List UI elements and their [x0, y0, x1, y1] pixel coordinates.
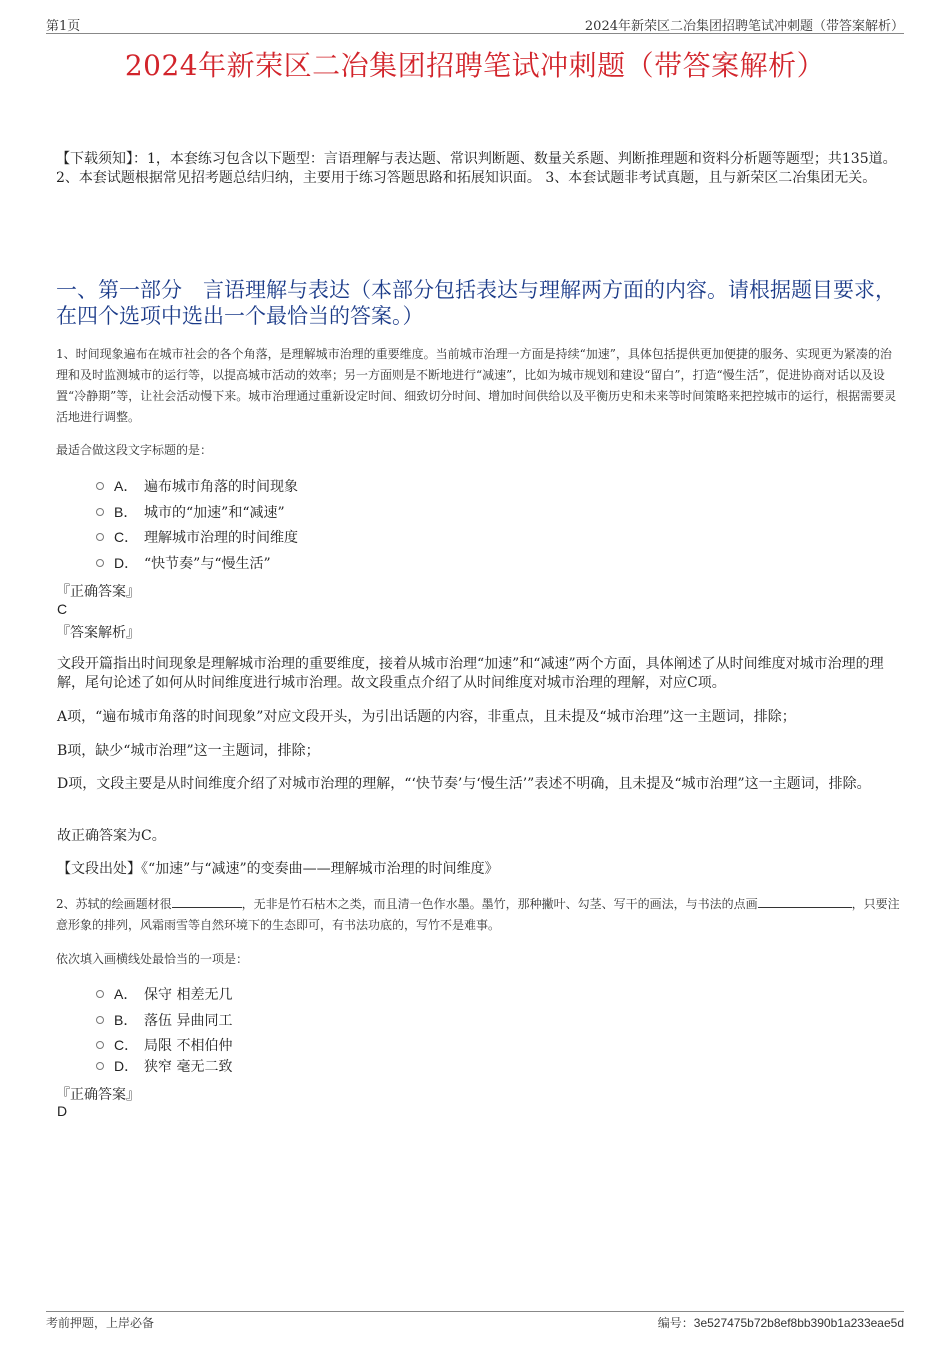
option-text: “快节奏”与“慢生活”	[144, 556, 271, 572]
footer-serial	[658, 1314, 904, 1331]
serial-number: 3e527475b72b8ef8bb390b1a233eae5d	[693, 1316, 904, 1330]
option-letter: A．	[114, 986, 138, 1002]
question-1-option-d[interactable]	[96, 553, 271, 573]
analysis-paragraph: 文段开篇指出时间现象是理解城市治理的重要维度，接着从城市治理“加速”和“减速”两个方面，具体阐述了从时间维度对城市治理的理解，尾句论述了如何从时间维度进行城市治理。故文段重点介绍了从时间维度对城市治理的理解，对应C项。	[57, 656, 884, 691]
question-2-text-part: ，只要注意形象的排列，风霜雨雪等自然环境下的生态即可，有书法功底的，写竹不是难事。	[56, 897, 900, 932]
question-1-answer: C	[57, 601, 68, 617]
question-2-text-part: 2、苏轼的绘画题材很	[56, 897, 172, 911]
radio-icon[interactable]	[96, 990, 104, 998]
radio-icon[interactable]	[96, 1062, 104, 1070]
question-1-option-c[interactable]	[96, 527, 298, 547]
question-2-option-c[interactable]	[96, 1035, 232, 1055]
option-letter: D．	[114, 1058, 139, 1074]
page-number: 第1页	[46, 19, 81, 34]
option-letter: C．	[114, 529, 139, 545]
page-title: 2024年新荣区二冶集团招聘笔试冲刺题（带答案解析）	[124, 49, 826, 82]
option-text: 城市的“加速”和“减速”	[144, 505, 285, 521]
radio-icon[interactable]	[96, 559, 104, 567]
question-1-option-a[interactable]	[96, 476, 298, 496]
question-2-prompt: 依次填入画横线处最恰当的一项是：	[56, 952, 249, 966]
section-heading: 一、第一部分 言语理解与表达（本部分包括表达与理解两方面的内容。请根据题目要求，在四个选项中选出一个最恰当的答案。）	[56, 278, 896, 328]
option-text: 局限 不相伯仲	[144, 1038, 233, 1054]
fill-blank-2[interactable]	[758, 895, 852, 908]
option-letter: B．	[114, 1012, 138, 1028]
option-text: 落伍 异曲同工	[144, 1013, 233, 1029]
question-1-source: 【文段出处】《“加速”与“减速”的变奏曲——理解城市治理的时间维度》	[57, 861, 499, 877]
radio-icon[interactable]	[96, 482, 104, 490]
fill-blank-1[interactable]	[172, 895, 242, 908]
question-2-text	[56, 894, 902, 936]
option-letter: D．	[114, 555, 139, 571]
question-2-option-a[interactable]	[96, 984, 232, 1004]
radio-icon[interactable]	[96, 533, 104, 541]
option-letter: C．	[114, 1037, 139, 1053]
option-text: 遍布城市角落的时间现象	[144, 479, 298, 495]
radio-icon[interactable]	[96, 1016, 104, 1024]
question-1-option-b[interactable]	[96, 502, 285, 522]
analysis-paragraph: D项，文段主要是从时间维度介绍了对城市治理的理解，“‘快节奏’与‘慢生活’”表述不明确，且未提及“城市治理”这一主题词，排除。	[57, 776, 871, 792]
serial-label: 编号：	[657, 1316, 694, 1330]
radio-icon[interactable]	[96, 1041, 104, 1049]
option-text: 狭窄 毫无二致	[144, 1059, 233, 1075]
question-2-option-d[interactable]	[96, 1056, 232, 1076]
analysis-paragraph: A项，“遍布城市角落的时间现象”对应文段开头，为引出话题的内容，非重点，且未提及“城市治理”这一主题词，排除；	[57, 709, 796, 725]
analysis-paragraph: B项，缺少“城市治理”这一主题词，排除；	[57, 743, 320, 759]
option-text: 保守 相差无几	[144, 987, 233, 1003]
footer-slogan: 考前押题，上岸必备	[46, 1316, 155, 1330]
option-text: 理解城市治理的时间维度	[144, 530, 298, 546]
footer-divider	[46, 1311, 904, 1312]
question-1-prompt: 最适合做这段文字标题的是：	[56, 443, 213, 457]
question-2-option-b[interactable]	[96, 1010, 232, 1030]
radio-icon[interactable]	[96, 508, 104, 516]
header-doc-title: 2024年新荣区二冶集团招聘笔试冲刺题（带答案解析）	[584, 19, 904, 34]
option-letter: A．	[114, 478, 138, 494]
header-divider	[46, 33, 904, 34]
question-2-answer: D	[57, 1103, 68, 1119]
download-notice: 【下载须知】：1，本套练习包含以下题型：言语理解与表达题、常识判断题、数量关系题、判断推理题和资料分析题等题型；共135道。 2、本套试题根据常见招考题总结归纳，主要用于练习答题思路和拓展知识面。 3、本套试题非考试真题，且与新荣区二冶集团无关。	[56, 151, 897, 186]
question-1-analysis-label: 『答案解析』	[56, 625, 140, 641]
question-2-answer-label: 『正确答案』	[56, 1087, 140, 1103]
analysis-paragraph: 故正确答案为C。	[57, 828, 166, 844]
question-1-text: 1、时间现象遍布在城市社会的各个角落，是理解城市治理的重要维度。当前城市治理一方面是持续“加速”，具体包括提供更加便捷的服务、实现更为紧凑的治理和及时监测城市的运行等，以提高城市活动的效率；另一方面则是不断地进行“减速”，比如为城市规划和建设“留白”，打造“慢生活”，促进协商对话以及设置“冷静期”等，让社会活动慢下来。城市治理通过重新设定时间、细致切分时间、增加时间供给以及平衡历史和未来等时间策略来把控城市的运行，根据需要灵活地进行调整。	[56, 347, 897, 424]
option-letter: B．	[114, 504, 138, 520]
question-1-answer-label: 『正确答案』	[56, 584, 140, 600]
question-2-text-part: ，无非是竹石枯木之类，而且清一色作水墨。墨竹，那种撇叶、勾茎、写干的画法，与书法的点画	[241, 897, 758, 911]
